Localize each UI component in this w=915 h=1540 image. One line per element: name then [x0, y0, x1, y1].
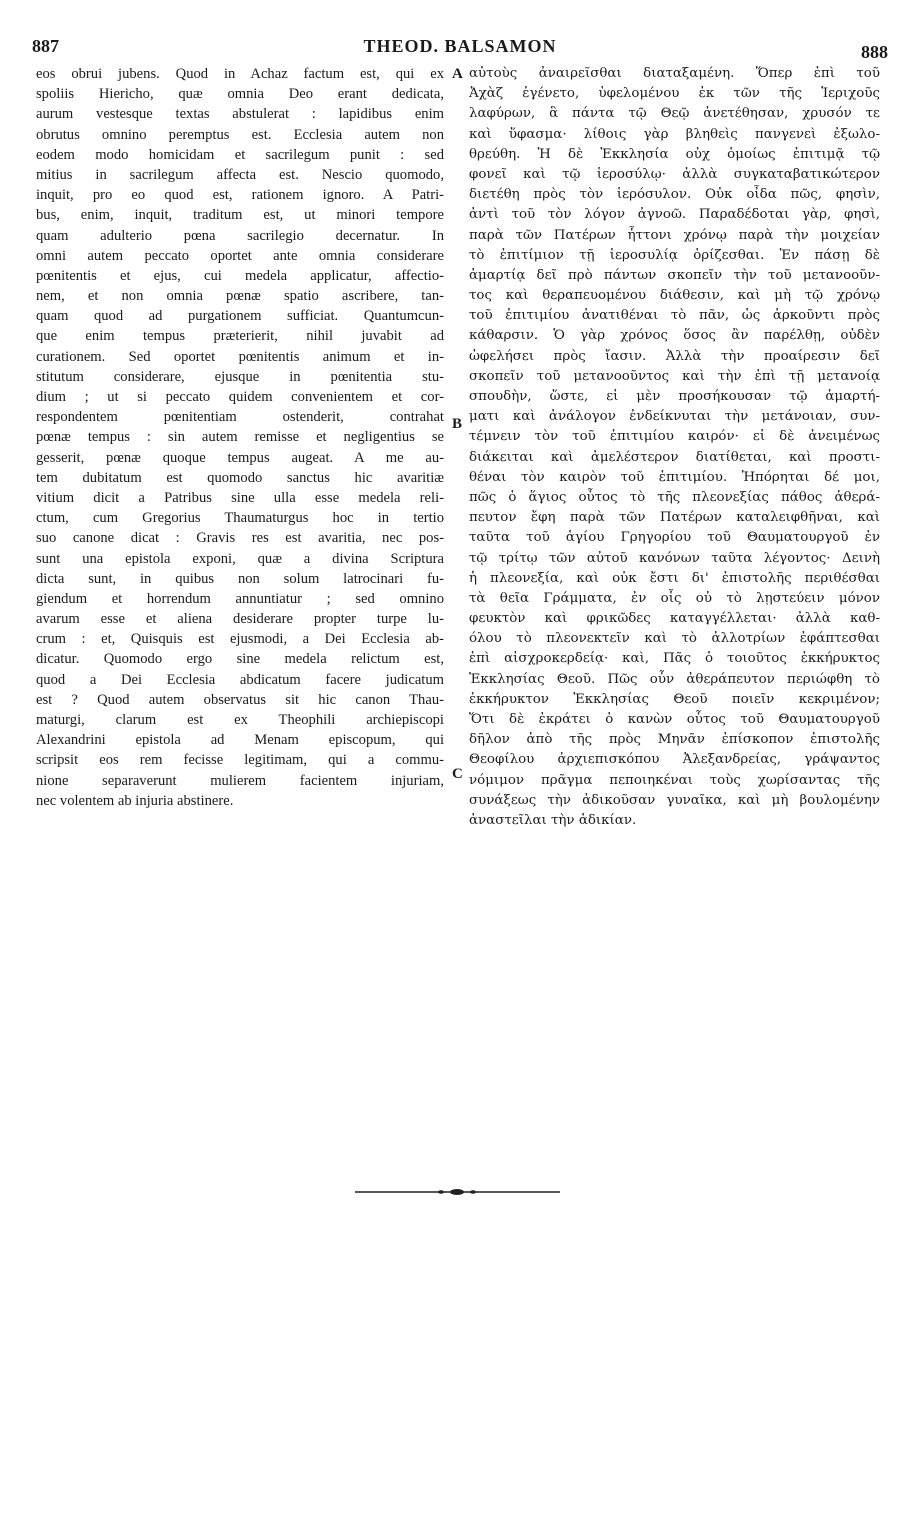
latin-text-line: ctum, cum Gregorius Thaumaturgus hoc in tertio — [36, 510, 444, 527]
latin-text-line: Alexandrini epistola ad Menam episcopum, qui — [36, 732, 444, 749]
latin-text-line: respondentem pœnitentiam ostenderit, contrahat — [36, 409, 444, 426]
latin-text-line: nec volentem ab injuria abstinere. — [36, 792, 234, 809]
greek-text-line: τῷ τρίτῳ τῶν αὐτοῦ κανόνων ταῦτα λέγοντος· Δεινὴ — [469, 550, 880, 566]
greek-text-line: φονεῖ καὶ τῷ ἱεροσύλῳ· ἀλλὰ συγκαταβατικώτερον — [469, 166, 880, 182]
greek-text-line: Ἀχὰζ ἐγένετο, ὑφελομένου ἐκ τῶν τῆς Ἱεριχοῦς — [469, 86, 880, 102]
latin-text-line: pœnitentis et ejus, cui medela applicatur, affectio- — [36, 267, 444, 284]
latin-text-line: nem, et non omnia pœnæ spatio ascribere, tan- — [36, 288, 444, 305]
latin-text-line: omni autem peccato oportet ante omnia considerare — [36, 247, 444, 264]
greek-text-line: θέναι τὸν καιρὸν τοῦ ἐπιτιμίου. Ἠπόρηται δέ μοι, — [469, 469, 880, 485]
latin-text-line: crum : et, Quisquis est ejusmodi, a Dei Ecclesia ab- — [36, 631, 444, 648]
latin-text-line: dicta sunt, in quibus non solum latrocinari fu- — [36, 570, 444, 587]
latin-text-line: eos obrui jubens. Quod in Achaz factum est, qui ex — [36, 66, 444, 82]
greek-text-line: παρὰ τῶν Πατέρων ἧττονι χρόνῳ παρὰ τὴν μοιχείαν — [469, 227, 880, 243]
greek-text-line: Ἐκκλησίας Θεοῦ. Πῶς οὖν ἀθεράπευτον περιώφθη τὸ — [469, 671, 880, 687]
latin-text-line: dicatur. Quomodo ergo sine medela relictum est, — [36, 651, 444, 668]
greek-text-line: τὸ ἐπιτίμιον τῇ ἱεροσυλίᾳ ὁρίζεσθαι. Ἐν πάσῃ δὲ — [469, 247, 880, 263]
latin-text-line: suo canone dicat : Gravis res est avaritia, nec pos- — [36, 530, 444, 547]
latin-text-line: pœnæ tempus : sin autem remisse et negligentius se — [36, 429, 444, 446]
greek-text-line: δῆλον ἀπὸ τῆς πρὸς Μηνᾶν ἐπίσκοπον ἐπιστολῆς — [469, 732, 880, 748]
greek-text-line: νόμιμον πρᾶγμα πεποιηκέναι τοὺς χωρίσαντας τῆς — [469, 772, 880, 788]
latin-text-line: avarum esse et aliena desiderare propter turpe lu- — [36, 611, 444, 628]
latin-text-line: gesserit, pœnæ quoque tempus augeat. A me au- — [36, 449, 444, 466]
latin-text-line: aurum vestesque textas abstulerat : lapidibus enim — [36, 106, 444, 123]
greek-text-line: ταῦτα τοῦ ἁγίου Γρηγορίου τοῦ Θαυματουργοῦ ἐν — [469, 530, 880, 546]
greek-text-line: αὐτοὺς ἀναιρεῖσθαι διαταξαμένη. Ὅπερ ἐπὶ τοῦ — [469, 66, 880, 81]
latin-text-line: bus, enim, inquit, traditum est, ut minori tempore — [36, 207, 444, 224]
greek-text-line: ἐπὶ αἰσχροκερδείᾳ· καὶ, Πᾶς ὁ τοιοῦτος ἐκκήρυκτος — [469, 651, 880, 667]
greek-text-line: τὰ θεῖα Γράμματα, ἐν οἷς οὐ τὸ λῃστεύειν μόνον — [469, 590, 880, 606]
greek-text-line: σκοπεῖν τοῦ μετανοοῦντος καὶ τὴν ἐπὶ τῇ μετανοίᾳ — [469, 368, 880, 384]
latin-text-line: est ? Quod autem observatus sit hic canon Thau- — [36, 691, 444, 708]
latin-text-line: eodem modo homicidam et sacrilegum punit : sed — [36, 146, 444, 163]
greek-text-line: κάθαρσιν. Ὁ γὰρ χρόνος ὅσος ἂν παρέλθῃ, οὐδὲν — [469, 328, 880, 344]
latin-text-line: giendum et horrendum annuntiatur ; sed omnino — [36, 590, 444, 607]
latin-text-line: quod a Dei Ecclesia abdicatum facere judicatum — [36, 671, 444, 688]
greek-text-line: ἁμαρτίᾳ δεῖ πρὸ πάντων σκοπεῖν τὴν τοῦ μετανοοῦν- — [469, 267, 880, 283]
latin-text-line: vitium dicit a Patribus sine ulla esse medela reli- — [36, 489, 444, 506]
latin-text-line: quam adulterio pœna sacrilegio decernatur. In — [36, 227, 444, 244]
latin-text-line: dium ; ut si peccato quidem convenientem et cor- — [36, 389, 444, 405]
greek-column — [469, 64, 880, 831]
latin-text-line: maturgi, clarum est ex Theophili archiepiscopi — [36, 712, 444, 728]
greek-text-line: λαφύρων, ἃ πάντα τῷ Θεῷ ἀνετέθησαν, χρυσόν τε — [469, 106, 880, 122]
greek-text-line: τος καὶ θεραπευομένου διάθεσιν, καὶ μὴ τῷ χρόνῳ — [469, 288, 880, 304]
latin-text-line: stitutum considerare, ejusque in pœnitentia stu- — [36, 368, 444, 385]
section-marker-b: B — [452, 416, 463, 432]
latin-text-line: obrutus omnino peremptus est. Ecclesia autem non — [36, 126, 444, 143]
greek-text-line: όλου τὸ πλεονεκτεῖν καὶ τὸ ἀλλοτρίων ἐφάπτεσθαι — [469, 631, 880, 647]
greek-text-line: ἀντὶ τοῦ τὸν λόγον ἀγνοῶ. Παραδέδοται γὰρ, φησὶ, — [469, 207, 880, 223]
latin-text-line: spoliis Hiericho, quæ omnia Deo erant dedicata, — [36, 86, 444, 103]
greek-text-line: ἀναστεῖλαι τὴν ἀδικίαν. — [469, 812, 637, 828]
greek-text-line: καὶ ὕφασμα· λίθοις γὰρ βληθεὶς πανγενεὶ ἐξωλο- — [469, 126, 880, 142]
latin-text-line: inquit, pro eo quod est, rationem ignoro. A Patri- — [36, 187, 444, 204]
latin-text-line: mitius in sacrilegum affecta est. Nescio quomodo, — [36, 166, 444, 183]
greek-text-line: θρεύθη. Ἡ δὲ Ἐκκλησία οὐχ ὁμοίως ἐπιτιμᾷ τῷ — [469, 146, 880, 162]
greek-text-line: ὠφελήσει πρὸς ἴασιν. Ἀλλὰ τὴν προαίρεσιν δεῖ — [469, 348, 880, 364]
end-ornament — [355, 1187, 560, 1197]
latin-text-line: scripsit eos rem fecisse legitimam, qui a commu- — [36, 752, 444, 769]
greek-text-line: συνάξεως τὴν ἀδικοῦσαν γυναῖκα, καὶ μὴ βουλομένην — [469, 792, 880, 808]
latin-text-line: sunt una epistola exponi, quæ a divina Scriptura — [36, 550, 444, 567]
latin-text-line: que enim tempus præterierit, nihil juvabit ad — [36, 328, 444, 345]
latin-column — [36, 64, 444, 811]
latin-text-line: tem dubitatum est quomodo sanctus hic avaritiæ — [36, 469, 444, 486]
greek-text-line: ἡ πλεονεξία, καὶ οὐκ ἔστι δι' ἐπιστολῆς περιθέσθαι — [469, 570, 880, 586]
greek-text-line: Ὅτι δὲ ἐκράτει ὁ κανὼν οὗτος τοῦ Θαυματουργοῦ — [469, 712, 880, 727]
greek-text-line: τοῦ ἐπιτιμίου ἀνατιθέναι τὸ πᾶν, ὡς ἀρκοῦντι πρὸς — [469, 308, 880, 324]
greek-text-line: πευτον ἔφη παρὰ τῶν Πατέρων καταλειφθῆναι, καὶ — [469, 510, 880, 526]
greek-text-line: Θεοφίλου ἀρχιεπισκόπου Ἀλεξανδρείας, γράψαντος — [469, 752, 880, 768]
greek-text-line: διάκειται καὶ ἀμελέστερον διατίθεται, καὶ προστι- — [469, 449, 880, 465]
greek-text-line: ἐκκήρυκτον Ἐκκλησίας Θεοῦ ποιεῖν κεκριμένον; — [469, 691, 880, 707]
latin-text-line: curationem. Sed oportet pœnitentis animum et in- — [36, 348, 444, 365]
greek-text-line: πῶς ὁ ἅγιος οὗτος τὸ τῆς πλεονεξίας πάθος ἀθερά- — [469, 489, 880, 505]
latin-text-line: nione separaverunt mulierem facientem injuriam, — [36, 772, 444, 789]
greek-text-line: σπουδὴν, ὥστε, εἰ μὲν προσήκουσαν τῷ ἁμαρτή- — [469, 389, 880, 404]
greek-text-line: τέμνειν τὸν τοῦ ἐπιτιμίου καιρόν· εἰ δὲ ἀνειμένως — [469, 429, 880, 445]
section-marker-c: C — [452, 766, 463, 782]
left-page-number: 887 — [32, 36, 59, 56]
latin-text-line: quam quod ad purgationem sufficiat. Quantumcun- — [36, 308, 444, 325]
running-header — [32, 36, 888, 62]
section-marker-a: A — [452, 66, 463, 82]
right-page-number: 888 — [861, 42, 888, 62]
running-title: THEOD. BALSAMON — [363, 36, 557, 56]
greek-text-line: ματι καὶ ἀνάλογον ἐνδείκνυται τὴν μετάνοιαν, συν- — [469, 409, 880, 425]
greek-text-line: φευκτὸν καὶ φρικῶδες καταγγέλλεται· ἀλλὰ καθ- — [469, 611, 880, 627]
greek-text-line: διετέθη πρὸς τὸν ἱερόσυλον. Οὐκ οἶδα πῶς, φησὶν, — [469, 187, 880, 203]
